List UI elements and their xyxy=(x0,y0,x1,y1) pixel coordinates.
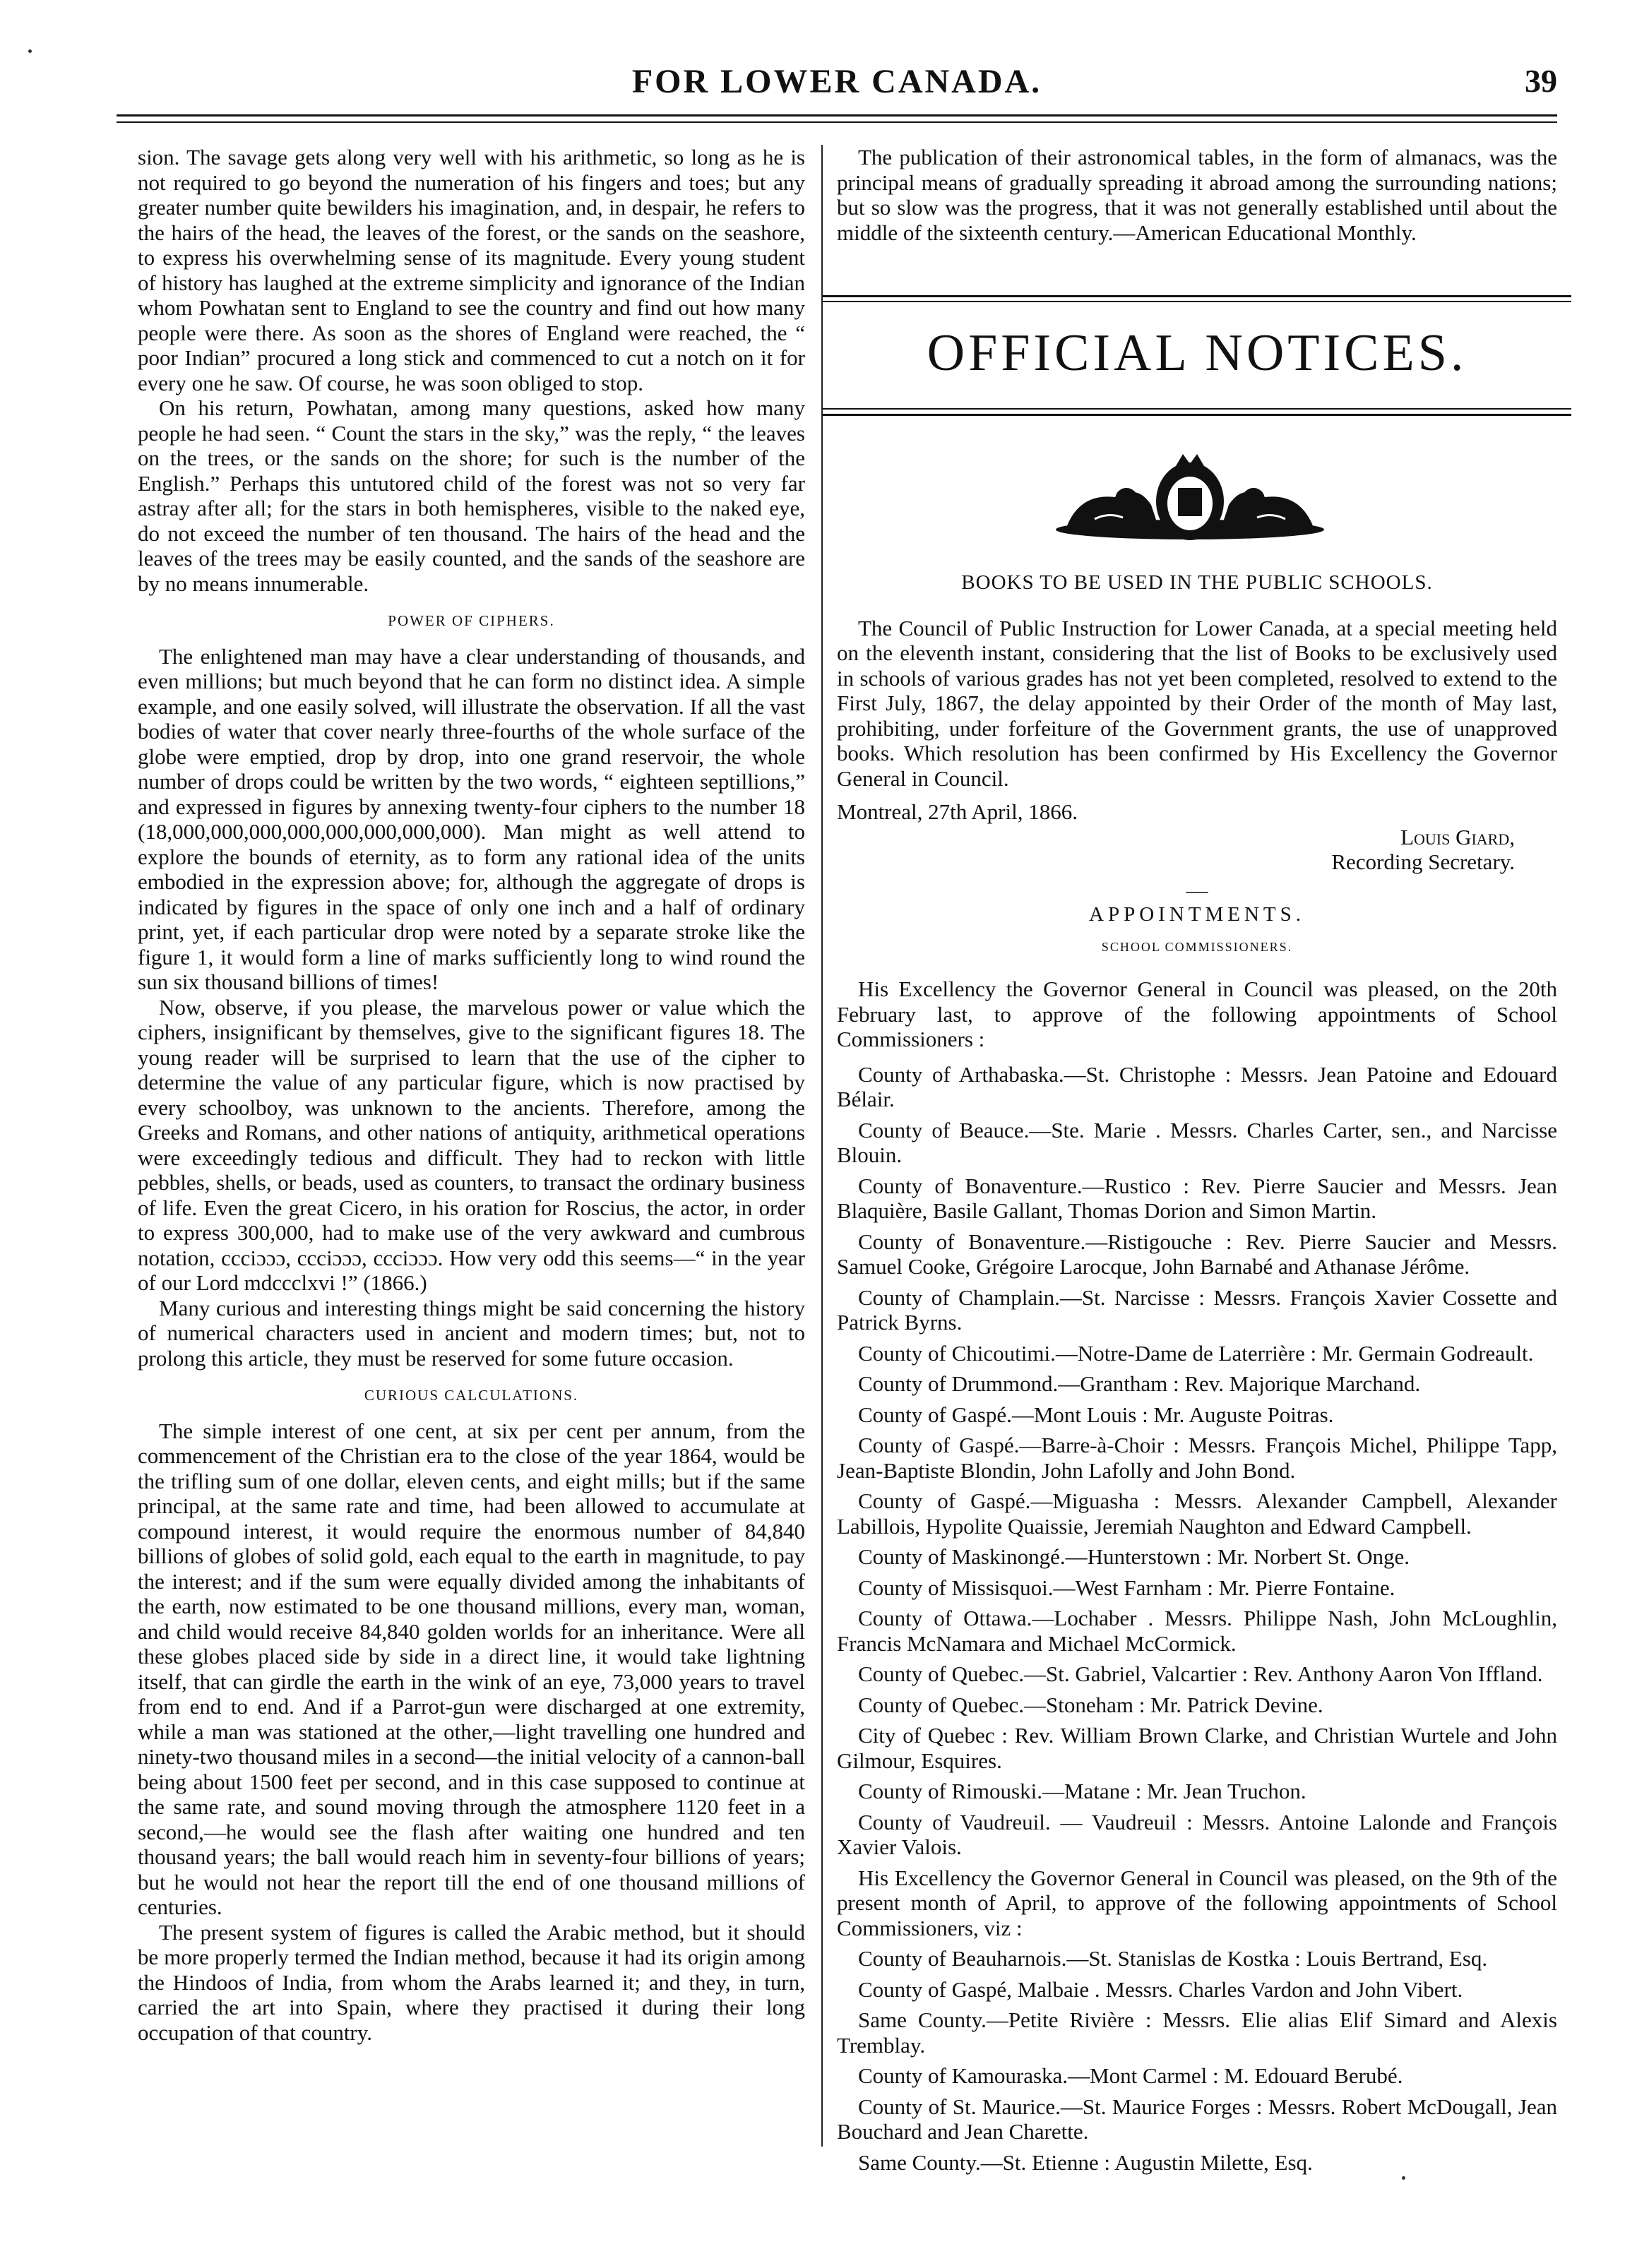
paragraph-enlightened-man: The enlightened man may have a clear understanding of thousands, and even millions; but much beyond that he can form no distinct idea. A simple example, and one easily solved, will illustrate the observation. If all the vast bodies of water that cover nearly three-fourths of the whole surface of the globe were emptied, drop by drop, into one grand reservoir, the whole number of drops could be written by the two words, “ eighteen septillions,” and expressed in figures by annexing twenty-four ciphers to the number 18 (18,000,000,000,000,000,000,000,000). Man might as well attend to explore the bounds of eternity, as to form any rational idea of the units embodied in the expression above; for, although the aggregate of drops is indicated by figures in the space of only one inch and a half of ordinary print, yet, if each particular drop were noted by a separate stroke like the figure 1, it would form a line of marks sufficiently long to wind round the sun six thousand billions of times! xyxy=(138,643,805,994)
coat-of-arms-emblem xyxy=(1052,448,1328,544)
books-text: The Council of Public Instruction for Lower Canada, at a special meeting held on the eleventh instant, considering that the list of Books to be exclusively used in schools of various grades has not yet been completed, resolved to extend to the First July, 1867, the delay appointed by their Order of the month of May last, prohibiting, under forfeiture of the Government grants, the use of unapproved books. Which resolution has been confirmed by His Excellency the Governor General in Council. xyxy=(837,615,1557,791)
appointment-entry: County of Beauharnois.—St. Stanislas de Kostka : Louis Bertrand, Esq. xyxy=(858,1946,1488,1971)
appointment-entry: County of Bonaventure.—Rustico : Rev. Pierre Saucier and Messrs. Jean Blaquière, Basile Gallant, Thomas Dorion and Simon Martin. xyxy=(837,1173,1557,1223)
appointment-entry: County of Gaspé.—Mont Louis : Mr. Auguste Poitras. xyxy=(858,1402,1334,1427)
appointment-entry: City of Quebec : Rev. William Brown Clarke, and Christian Wurtele and John Gilmour, Esquires. xyxy=(837,1723,1557,1773)
separator-dash: — xyxy=(1186,877,1208,902)
appointment-entry: County of Drummond.—Grantham : Rev. Majorique Marchand. xyxy=(858,1371,1421,1396)
right-column-intro xyxy=(837,145,1557,245)
appointment-entry: County of Gaspé.—Miguasha : Messrs. Alexander Campbell, Alexander Labillois, Hypolite Quaissie, Jeremiah Naughton and Edward Campbell. xyxy=(837,1488,1557,1539)
print-speck xyxy=(1402,2176,1405,2180)
appointment-entry: County of Maskinongé.—Hunterstown : Mr. Norbert St. Onge. xyxy=(858,1544,1410,1569)
column-divider xyxy=(821,145,823,2147)
appointments-intro-april: His Excellency the Governor General in Council was pleased, on the 9th of the present month of April, to approve of the following appointments of School Commissioners, viz : xyxy=(837,1865,1557,1940)
appointment-entry: Same County.—Petite Rivière : Messrs. Elie alias Elif Simard and Alexis Tremblay. xyxy=(837,2007,1557,2058)
paragraph-savage: sion. The savage gets along very well with his arithmetic, so long as he is not required to go beyond the numeration of his fingers and toes; but any greater number quite bewilders his imagination, and, in despair, he refers to the hairs of the head, the leaves of the forest, or the sands on the seashore, to express his overwhelming sense of its magnitude. Every young student of history has laughed at the extreme simplicity and ignorance of the Indian whom Powhatan sent to England to see the country and find out how many people were there. As soon as the shores of England were reached, the “ poor Indian” procured a long stick and commenced to cut a notch on it for every one he saw. Of course, he was soon obliged to stop. xyxy=(138,145,805,395)
print-speck xyxy=(28,49,32,53)
notices-bottom-rule xyxy=(823,408,1571,410)
appointment-entry: County of Chicoutimi.—Notre-Dame de Laterrière : Mr. Germain Godreault. xyxy=(858,1340,1534,1366)
appointment-entry: County of Ottawa.—Lochaber . Messrs. Philippe Nash, John McLoughlin, Francis McNamara and Michael McCormick. xyxy=(837,1606,1557,1656)
paragraph-arabic-method: The present system of figures is called the Arabic method, but it should be more properly termed the Indian method, because it had its origin among the Hindoos of India, from whom the Arabs learned it; and they, in turn, carried the art into Spain, where they practised it during their long occupation of that country. xyxy=(138,1919,805,2045)
appointment-entry: County of Champlain.—St. Narcisse : Messrs. François Xavier Cossette and Patrick Byrns. xyxy=(837,1284,1557,1335)
school-commissioners-heading: SCHOOL COMMISSIONERS. xyxy=(1101,939,1293,954)
appointment-entry: County of Quebec.—St. Gabriel, Valcartier : Rev. Anthony Aaron Von Iffland. xyxy=(858,1661,1543,1686)
notices-bottom-rule-2 xyxy=(823,414,1571,416)
notices-top-rule-2 xyxy=(823,301,1571,302)
appointment-entry: County of Bonaventure.—Ristigouche : Rev. Pierre Saucier and Messrs. Samuel Cooke, Grégoire Larocque, John Barnabé and Athanase Jérôme. xyxy=(837,1229,1557,1279)
heading-power-of-ciphers: POWER OF CIPHERS. xyxy=(388,612,555,629)
signer-title: Recording Secretary. xyxy=(1331,849,1515,874)
heading-curious-calculations: CURIOUS CALCULATIONS. xyxy=(364,1387,579,1404)
official-notices-title: OFFICIAL NOTICES. xyxy=(927,324,1468,382)
appointment-entry: County of Vaudreuil. — Vaudreuil : Messrs. Antoine Lalonde and François Xavier Valois. xyxy=(837,1809,1557,1859)
notices-top-rule xyxy=(823,295,1571,297)
appointment-entry: County of Kamouraska.—Mont Carmel : M. Edouard Berubé. xyxy=(858,2063,1403,2088)
header-rule xyxy=(117,114,1557,123)
books-heading: BOOKS TO BE USED IN THE PUBLIC SCHOOLS. xyxy=(961,571,1433,594)
appointment-entry: County of Missisquoi.—West Farnham : Mr. Pierre Fontaine. xyxy=(858,1575,1395,1600)
page-number: 39 xyxy=(1525,63,1557,99)
paragraph-almanacs: The publication of their astronomical tables, in the form of almanacs, was the principal means of gradually spreading it abroad among the surrounding nations; but so slow was the progress, that it was not generally established until about the middle of the sixteenth century.—American Educational Monthly. xyxy=(837,145,1557,245)
books-notice xyxy=(837,571,1557,2175)
paragraph-curious-things: Many curious and interesting things might be said concerning the history of numerical characters used in ancient and modern times; but, not to prolong this article, they must be reserved for some future occasion. xyxy=(138,1295,805,1371)
appointment-entry: County of Gaspé, Malbaie . Messrs. Charles Vardon and John Vibert. xyxy=(858,1976,1463,2002)
place-date: Montreal, 27th April, 1866. xyxy=(837,799,1078,824)
appointment-entry: County of St. Maurice.—St. Maurice Forges : Messrs. Robert McDougall, Jean Bouchard and Jean Charette. xyxy=(837,2094,1557,2144)
page-header xyxy=(117,62,1557,112)
paragraph-marvelous-power: Now, observe, if you please, the marvelous power or value which the ciphers, insignificant by themselves, give to the significant figures 18. The young reader will be surprised to learn that the use of the cipher to determine the value of any particular figure, which is now practised by every schoolboy, was unknown to the ancients. Therefore, among the Greeks and Romans, and other nations of antiquity, arithmetical operations were exceedingly tedious and difficult. They had to reckon with little pebbles, shells, or beads, used as counters, to transact the ordinary business of life. Even the great Cicero, in his oration for Roscius, the actor, in order to express 300,000, had to make use of the very awkward and cumbrous notation, ccciɔɔɔ, ccciɔɔɔ, ccciɔɔɔ. How very odd this seems—“ in the year of our Lord mdccclxvi !” (1866.) xyxy=(138,994,805,1295)
appointment-entry: County of Arthabaska.—St. Christophe : Messrs. Jean Patoine and Edouard Bélair. xyxy=(837,1061,1557,1111)
paragraph-powhatan: On his return, Powhatan, among many questions, asked how many people he had seen. “ Count the stars in the sky,” was the reply, “ the leaves on the trees, or the sands on the shore; for such is the number of the English.” Perhaps this untutored child of the forest was not so very far astray after all; for the stars in both hemispheres, visible to the naked eye, do not exceed the number of ten thousand. The hairs of the head and the leaves of the trees may be easily counted, and the sands of the seashore are by no means innumerable. xyxy=(138,395,805,596)
appointments-heading: APPOINTMENTS. xyxy=(1089,903,1305,926)
appointment-entry: County of Beauce.—Ste. Marie . Messrs. Charles Carter, sen., and Narcisse Blouin. xyxy=(837,1117,1557,1167)
appointment-entry: County of Gaspé.—Barre-à-Choir : Messrs. François Michel, Philippe Tapp, Jean-Baptiste Blondin, John Lafolly and John Bond. xyxy=(837,1433,1557,1483)
appointment-entry: County of Rimouski.—Matane : Mr. Jean Truchon. xyxy=(858,1779,1306,1803)
running-title: FOR LOWER CANADA. xyxy=(631,63,1042,100)
appointments-intro: His Excellency the Governor General in Council was pleased, on the 20th February last, to approve of the following appointments of School Commissioners : xyxy=(837,977,1557,1051)
signer-name: Louis Giard, xyxy=(1400,824,1515,849)
appointment-entry: County of Quebec.—Stoneham : Mr. Patrick Devine. xyxy=(858,1692,1323,1717)
left-column xyxy=(138,145,805,2045)
paragraph-simple-interest: The simple interest of one cent, at six per cent per annum, from the commencement of the Christian era to the close of the year 1864, would be the trifling sum of one dollar, eleven cents, and eight mills; but if the same principal, at the same rate and time, had been allowed to accumulate at compound interest, it would require the enormous number of 84,840 billions of globes of solid gold, each equal to the earth in magnitude, to pay the interest; and if the sum were equally divided among the inhabitants of the earth, now estimated to be one thousand millions, every man, woman, and child would receive 84,840 golden worlds for an inheritance. Were all these globes placed side by side in a direct line, it would take lightning itself, that can girdle the earth in the wink of an eye, 73,000 years to travel from end to end. And if a Parrot-gun were discharged at one extremity, while a man was stationed at the other,—light travelling one hundred and ninety-two thousand miles in a second—the initial velocity of a cannon-ball being about 1500 feet per second, and in this case supposed to continue at the same rate, and sound moving through the atmosphere 1120 feet in a second,—he would see the flash after waiting one hundred and ten thousand years; the ball would reach him in seventy-four billions of years; but he would not hear the report till the end of one thousand millions of centuries. xyxy=(138,1418,805,1919)
appointment-entry: Same County.—St. Etienne : Augustin Milette, Esq. xyxy=(858,2149,1313,2175)
